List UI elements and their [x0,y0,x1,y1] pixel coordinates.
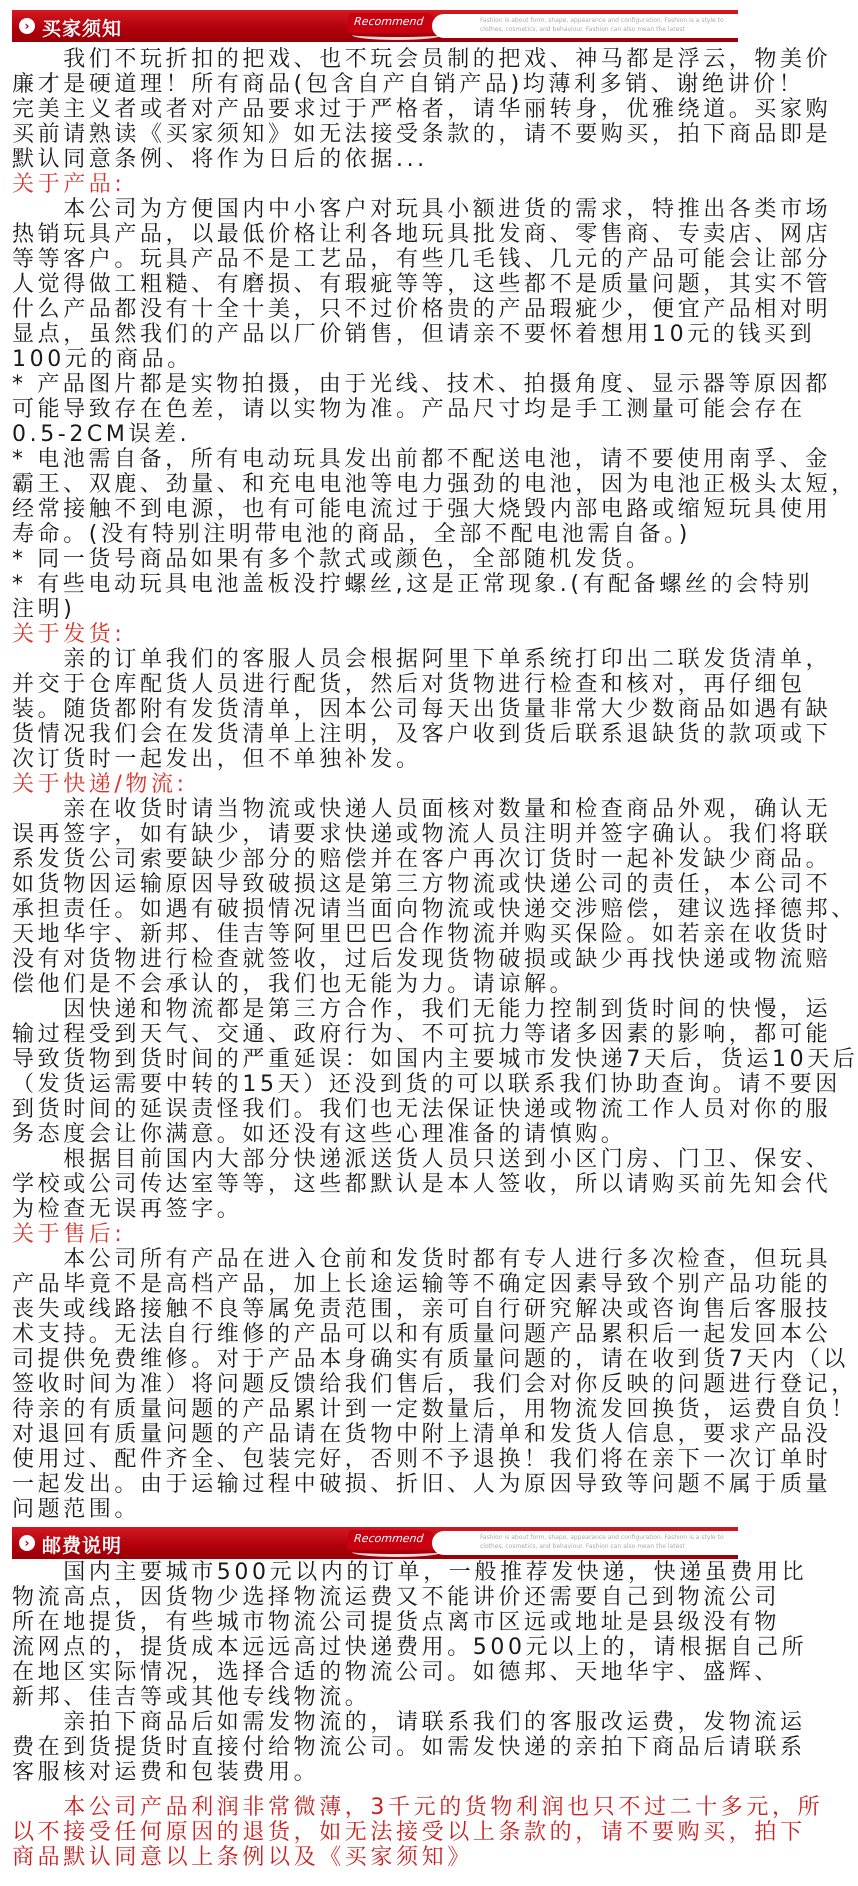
text-line: 天地华宇、新邦、佳吉等阿里巴巴合作物流并购买保险。如若亲在收货时 [12,922,832,947]
text-line: 可能导致存在色差，请以实物为准。产品尺寸均是手工测量可能会存在 [12,397,806,422]
text-line: 承担责任。如遇有破损情况请当面向物流或快递交涉赔偿，建议选择德邦、 [12,897,857,922]
text-line: 关于售后: [12,1222,126,1247]
text-line: 默认同意条例、将作为日后的依据... [12,147,428,172]
text-line: 装。随货都附有发货清单，因本公司每天出货量非常大少数商品如遇有缺 [12,697,832,722]
text-line: 没有对货物进行检查就签收，过后发现货物破损或缺少再找快递或物流赔 [12,947,832,972]
text-line: 术支持。无法自行维修的产品可以和有质量问题产品累积后一起发回本公 [12,1322,832,1347]
text-line: 廉才是硬道理！所有商品(包含自产自销产品)均薄利多销、谢绝讲价！ [12,72,805,97]
text-line: 完美主义者或者对产品要求过于严格者，请华丽转身，优雅绕道。买家购 [12,97,832,122]
text-line: * 产品图片都是实物拍摄，由于光线、技术、拍摄角度、显示器等原因都 [12,372,831,397]
text-line: 务态度会让你满意。如还没有这些心理准备的请慎购。 [12,1122,627,1147]
paragraph [12,797,857,997]
text-line: 输过程受到天气、交通、政府行为、不可抗力等诸多因素的影响，都可能 [12,1022,832,1047]
text-line: * 电池需自备，所有电动玩具发出前都不配送电池，请不要使用南孚、金 [12,447,831,472]
buyer-notice-banner [12,10,738,42]
text-line: 商品默认同意以上条例以及《买家须知》 [12,1845,473,1870]
text-line: 对退回有质量问题的产品请在货物中附上清单和发货人信息，要求产品没 [12,1422,832,1447]
text-line: 一起发出。由于运输过程中破损、折旧、人为原因导致等问题不属于质量 [12,1472,832,1497]
text-line: 注明) [12,597,76,622]
text-line: 本公司为方便国内中小客户对玩具小额进货的需求，特推出各类市场 [12,197,832,222]
paragraph [12,1247,857,1522]
paragraph [12,372,831,447]
text-line: 根据目前国内大部分快递派送货人员只送到小区门房、门卫、保安、 [12,1147,832,1172]
text-line: 人觉得做工粗糙、有磨损、有瑕疵等等，这些都不是质量问题，其实不管 [12,272,832,297]
text-line: 并交于仓库配货人员进行配货，然后对货物进行检查和核对，再仔细包 [12,672,806,697]
text-line: 到货时间的延误责怪我们。我们也无法保证快递或物流工作人员对你的服 [12,1097,832,1122]
spacer [12,1785,738,1795]
text-line: 我们不玩折扣的把戏、也不玩会员制的把戏、神马都是浮云，物美价 [12,47,832,72]
text-line: 如货物因运输原因导致破损这是第三方物流或快递公司的责任，本公司不 [12,872,832,897]
paragraph [12,47,832,172]
text-line: 100元的商品。 [12,347,193,372]
text-line: 签收时间为准）将问题反馈给我们售后，我们会对你反映的问题进行登记， [12,1372,857,1397]
text-line: 亲拍下商品后如需发物流的，请联系我们的客服改运费，发物流运 [12,1710,806,1735]
chevron-right-icon: › [19,1535,35,1551]
section-heading [12,622,738,647]
text-line: 使用过、配件齐全、包装完好，否则不予退换！我们将在亲下一次订单时 [12,1447,832,1472]
paragraph [12,572,813,622]
swoosh-decoration [352,1547,442,1557]
chevron-right-icon: › [19,18,35,34]
text-line: 寿命。(没有特别注明带电池的商品，全部不配电池需自备。) [12,522,691,547]
text-line: 偿他们是不会承认的，我们也无能为力。请谅解。 [12,972,576,997]
text-line: 货情况我们会在发货清单上注明，及客户收到货后联系退缺货的款项或下 [12,722,832,747]
recommend-ribbon: Recommend [347,13,437,33]
paragraph [12,1560,808,1710]
shipping-fee-banner [12,1527,738,1559]
text-line: 亲的订单我们的客服人员会根据阿里下单系统打印出二联发货清单， [12,647,832,672]
section-heading [12,1222,738,1247]
text-line: 因快递和物流都是第三方合作，我们无能力控制到货时间的快慢，运 [12,997,832,1022]
text-line: 新邦、佳吉等或其他专线物流。 [12,1685,371,1710]
text-line: 本公司产品利润非常微薄，3千元的货物利润也只不过二十多元，所 [12,1795,824,1820]
paragraph [12,997,858,1147]
text-line: 流网点的，提货成本远远高过快递费用。500元以上的，请根据自己所 [12,1635,808,1660]
text-line: 关于快递/物流: [12,772,188,797]
text-line: 物流高点，因货物少选择物流运费又不能讲价还需要自己到物流公司 [12,1585,781,1610]
paragraph [12,197,832,372]
text-line: 国内主要城市500元以内的订单，一般推荐发快递，快递虽费用比 [12,1560,808,1585]
banner-title: 邮费说明 [42,1535,123,1557]
paragraph [12,447,857,547]
text-line: 客服核对运费和包装费用。 [12,1760,320,1785]
text-line: 显点，虽然我们的产品以厂价销售，但请亲不要怀着想用10元的钱买到 [12,322,816,347]
section-heading [12,172,738,197]
text-line: 误再签字，如有缺少，请要求快递或物流人员注明并签字确认。我们将联 [12,822,832,847]
paragraph [12,1147,832,1222]
text-line: 等等客户。玩具产品不是工艺品，有些几毛钱、几元的产品可能会让部分 [12,247,832,272]
text-line: 本公司所有产品在进入仓前和发货时都有专人进行多次检查，但玩具 [12,1247,832,1272]
text-line: （发货运需要中转的15天）还没到货的可以联系我们协助查询。请不要因 [12,1072,841,1097]
text-line: 买前请熟读《买家须知》如无法接受条款的，请不要购买，拍下商品即是 [12,122,832,147]
text-line: 热销玩具产品，以最低价格让利各地玩具批发商、零售商、专卖店、网店 [12,222,832,247]
paragraph [12,547,738,572]
text-line: 经常接触不到电源，也有可能电流过于强大烧毁内部电路或缩短玩具使用 [12,497,832,522]
text-line: 关于产品: [12,172,126,197]
text-line: 产品毕竟不是高档产品，加上长途运输等不确定因素导致个别产品功能的 [12,1272,832,1297]
text-line: 费在到货提货时直接付给物流公司。如需发快递的亲拍下商品后请联系 [12,1735,806,1760]
text-line: 学校或公司传达室等等，这些都默认是本人签收，所以请购买前先知会代 [12,1172,832,1197]
text-line: 系发货公司索要缺少部分的赔偿并在客户再次订货时一起补发缺少商品。 [12,847,832,872]
text-line: 为检查无误再签字。 [12,1197,243,1222]
text-line: 丧失或线路接触不良等属免责范围，亲可自行研究解决或咨询售后客服技 [12,1297,832,1322]
recommend-ribbon: Recommend [347,1530,437,1550]
text-line: 所在地提货，有些城市物流公司提货点离市区远或地址是县级没有物 [12,1610,781,1635]
text-line: 导致货物到货时间的严重延误：如国内主要城市发快递7天后，货运10天后 [12,1047,858,1072]
text-line: 0.5-2CM误差. [12,422,191,447]
text-line: * 有些电动玩具电池盖板没拧螺丝,这是正常现象.(有配备螺丝的会特别 [12,572,813,597]
text-line: 什么产品都没有十全十美，只不过价格贵的产品瑕疵少，便宜产品相对明 [12,297,832,322]
banner-blurb: Fashion is about form, shape, appearance and configuration. Fashion is a style to clothes, cosmetics, and behaviour. Fashion can also mean the latest [480,17,724,33]
warning-paragraph [12,1795,824,1870]
banner-title: 买家须知 [42,18,123,40]
text-line: 以不接受任何原因的退货，如无法接受以上条款的，请不要购买，拍下 [12,1820,806,1845]
text-line: 亲在收货时请当物流或快递人员面核对数量和检查商品外观，确认无 [12,797,832,822]
text-line: 司提供免费维修。对于产品本身确实有质量问题的，请在收到货7天内（以 [12,1347,849,1372]
text-line: 待亲的有质量问题的产品累计到一定数量后，用物流发回换货，运费自负！ [12,1397,857,1422]
text-line: 问题范围。 [12,1497,141,1522]
paragraph [12,1710,806,1785]
shipping-fee-content [12,1560,824,1870]
text-line: 在地区实际情况，选择合适的物流公司。如德邦、天地华宇、盛辉、 [12,1660,781,1685]
text-line: * 同一货号商品如果有多个款式或颜色，全部随机发货。 [12,547,652,572]
swoosh-decoration [352,30,442,40]
text-line: 霸王、双鹿、劲量、和充电电池等电力强劲的电池，因为电池正极头太短， [12,472,857,497]
paragraph [12,647,832,772]
section-heading [12,772,738,797]
text-line: 关于发货: [12,622,126,647]
text-line: 次订货时一起发出，但不单独补发。 [12,747,422,772]
banner-blurb: Fashion is about form, shape, appearance and configuration. Fashion is a style to clothes, cosmetics, and behaviour. Fashion can also mean the latest [480,1534,724,1550]
buyer-notice-content [12,47,858,1522]
